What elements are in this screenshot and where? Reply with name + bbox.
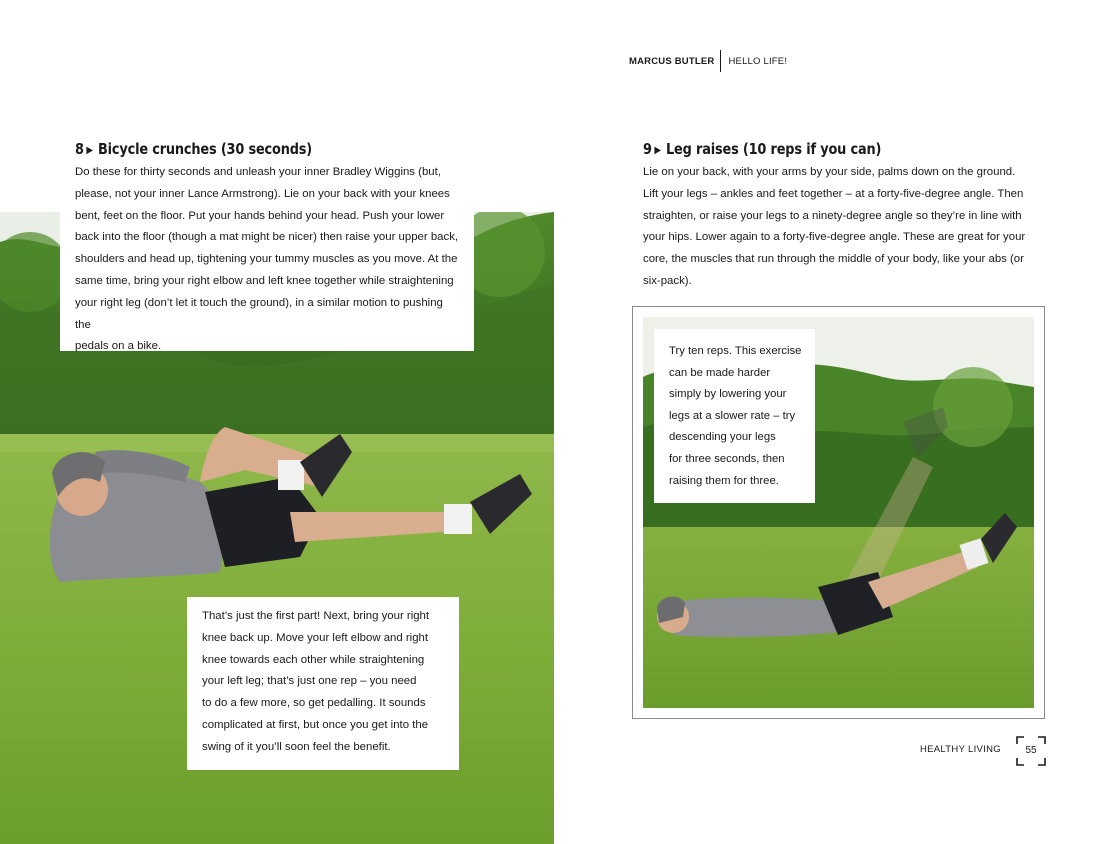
page-number: 55 xyxy=(1025,745,1037,756)
exercise-9-heading xyxy=(643,140,981,158)
exercise-9-textbox xyxy=(630,128,1050,293)
exercise-8-continuation: That’s just the first part! Next, bring your right knee back up. Move your left elbow and right knee towards each other while straightening your left leg; that’s just one rep – you need to do a few more, so get pedalling. It sounds complicated at first, but once you get into the swing of it you’ll soon feel the benefit. xyxy=(202,610,430,753)
exercise-8-title: Bicycle crunches (30 seconds) xyxy=(98,140,313,158)
running-header xyxy=(629,50,787,72)
author-name: MARCUS BUTLER xyxy=(629,55,715,67)
exercise-8-textbox xyxy=(60,128,474,351)
section-label: HEALTHY LIVING xyxy=(920,744,1001,755)
exercise-9-number: 9 xyxy=(643,140,652,158)
book-title: HELLO LIFE! xyxy=(728,55,788,67)
exercise-8-number: 8 xyxy=(75,140,84,158)
leg-raise-photo-frame xyxy=(632,306,1045,719)
exercise-8-continuation-box xyxy=(187,597,459,770)
exercise-9-body: Lie on your back, with your arms by your side, palms down on the ground. Lift your legs – ankles and feet together – at a forty-five-degree angle. Then straighten, or raise your legs to a ninety-degree angle so they’re in line with your hips. Lower again to a forty-five-degree angle. These are great for your core, the muscles that run through the middle of your body, like your abs (or six-pack). xyxy=(643,166,1026,287)
exercise-8-heading xyxy=(75,140,406,158)
arrow-right-icon: ▶ xyxy=(654,145,661,156)
arrow-right-icon: ▶ xyxy=(86,145,93,156)
page-number-frame xyxy=(1016,736,1046,766)
leg-raise-caption: Try ten reps. This exercise can be made harder simply by lowering your legs at a slower rate – try descending your legs for three seconds, then raising them for three. xyxy=(654,329,815,503)
exercise-9-title: Leg raises (10 reps if you can) xyxy=(666,140,882,158)
exercise-8-body: Do these for thirty seconds and unleash your inner Bradley Wiggins (but, please, not your inner Lance Armstrong). Lie on your back with your knees bent, feet on the floor. Put your hands behind your head. Push your lower back into the floor (though a mat might be nicer) then raise your upper back, shoulders and head up, tightening your tummy muscles as you move. At the same time, bring your right elbow and left knee together while straightening your right leg (don’t let it touch the ground), in a similar motion to pushing the pedals on a bike. xyxy=(75,166,459,353)
